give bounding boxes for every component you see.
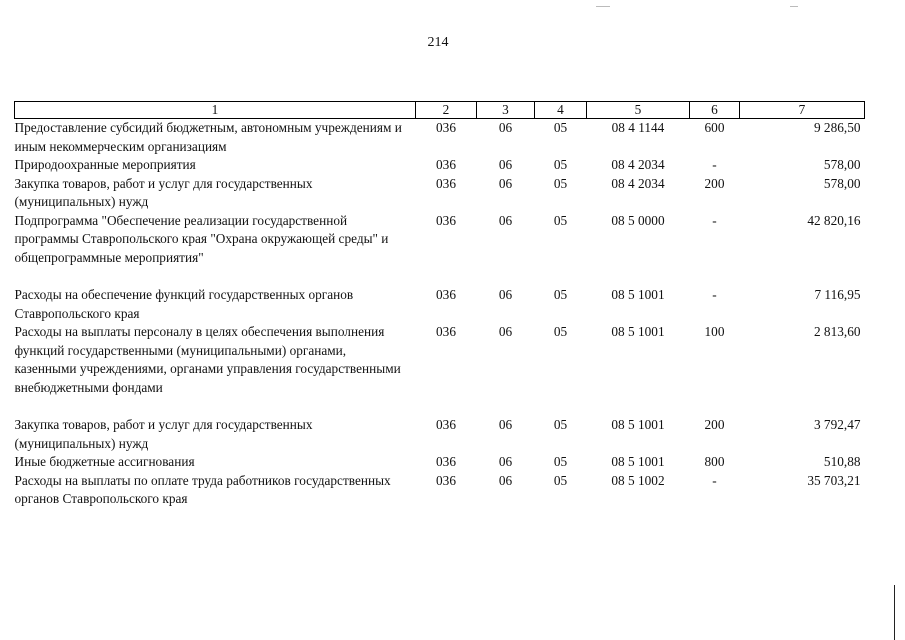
column-header-4: 4 — [535, 102, 587, 119]
row-pr: 05 — [553, 324, 568, 339]
row-name: Иные бюджетные ассигнования — [14, 454, 195, 469]
row-pr: 05 — [553, 175, 568, 191]
table-row — [15, 416, 865, 453]
row-name: Расходы на обеспечение функций государственных органов Ставропольского края — [14, 287, 354, 321]
row-csr: 08 5 1001 — [611, 324, 665, 339]
row-vr: 800 — [704, 454, 725, 469]
row-vr: 100 — [704, 324, 725, 339]
table-row — [15, 286, 865, 323]
header-row — [15, 102, 865, 119]
row-sum: 9 286,50 — [813, 120, 861, 135]
row-vr: 200 — [704, 417, 725, 432]
row-name: Природоохранные мероприятия — [14, 157, 196, 172]
table-row — [15, 472, 865, 509]
row-ved: 036 — [436, 175, 456, 191]
row-sum: 35 703,21 — [807, 472, 861, 488]
row-ved: 036 — [436, 287, 456, 302]
row-pr: 05 — [553, 454, 568, 469]
row-vr: - — [712, 287, 717, 302]
row-csr: 08 4 1144 — [611, 120, 665, 135]
row-vr: - — [712, 157, 717, 172]
row-ved: 036 — [436, 417, 456, 432]
row-pr: 05 — [553, 157, 568, 172]
column-header-1: 1 — [15, 102, 416, 119]
row-name: Подпрограмма "Обеспечение реализации государственной программы Ставропольского края "Охрана окружающей среды" и общепрограммные мероприятия" — [14, 212, 389, 265]
row-pr: 05 — [553, 472, 568, 488]
row-name: Расходы на выплаты по оплате труда работников государственных органов Ставропольского края — [14, 472, 391, 506]
row-ved: 036 — [436, 212, 456, 228]
row-pr: 05 — [553, 212, 568, 228]
column-header-2: 2 — [416, 102, 477, 119]
column-header-6: 6 — [690, 102, 740, 119]
row-rz: 06 — [498, 472, 513, 488]
row-rz: 06 — [498, 417, 513, 432]
row-sum: 578,00 — [823, 175, 861, 191]
row-sum: 42 820,16 — [807, 212, 861, 228]
row-rz: 06 — [498, 175, 513, 191]
row-ved: 036 — [436, 454, 456, 469]
scan-mark-left — [596, 6, 610, 7]
row-sum: 3 792,47 — [813, 417, 861, 432]
table-row — [15, 175, 865, 212]
row-sum: 2 813,60 — [813, 324, 861, 339]
row-name: Расходы на выплаты персоналу в целях обеспечения выполнения функций государственными (муниципальными) органами, казенными учреждениями, органами управления государственными внебюджетными фондами — [14, 324, 401, 395]
row-csr: 08 5 1001 — [611, 454, 665, 469]
table-row — [15, 119, 865, 157]
row-name: Закупка товаров, работ и услуг для государственных (муниципальных) нужд — [14, 175, 313, 209]
row-csr: 08 5 0000 — [611, 212, 665, 228]
row-vr: - — [712, 472, 717, 488]
row-rz: 06 — [498, 324, 513, 339]
row-vr: 600 — [704, 120, 725, 135]
row-ved: 036 — [436, 472, 456, 488]
row-name: Закупка товаров, работ и услуг для государственных (муниципальных) нужд — [14, 417, 313, 451]
row-ved: 036 — [436, 157, 456, 172]
page-edge-line — [894, 585, 895, 640]
row-csr: 08 4 2034 — [611, 175, 665, 191]
row-pr: 05 — [553, 287, 568, 302]
column-header-5: 5 — [587, 102, 690, 119]
row-name: Предоставление субсидий бюджетным, автономным учреждениям и иным некоммерческим организациям — [14, 120, 402, 154]
row-ved: 036 — [436, 324, 456, 339]
column-header-7: 7 — [740, 102, 865, 119]
row-rz: 06 — [498, 287, 513, 302]
budget-table — [14, 101, 865, 509]
page-number: 214 — [427, 35, 449, 50]
row-pr: 05 — [553, 417, 568, 432]
table-row — [15, 323, 865, 416]
row-rz: 06 — [498, 120, 513, 135]
row-rz: 06 — [498, 454, 513, 469]
scan-mark-right — [790, 6, 798, 7]
row-vr: - — [712, 212, 717, 228]
row-rz: 06 — [498, 212, 513, 228]
table-row — [15, 156, 865, 175]
row-ved: 036 — [436, 120, 456, 135]
row-csr: 08 4 2034 — [611, 157, 665, 172]
row-csr: 08 5 1001 — [611, 417, 665, 432]
row-sum: 7 116,95 — [814, 287, 861, 302]
table-row — [15, 453, 865, 472]
row-csr: 08 5 1001 — [611, 287, 665, 302]
row-csr: 08 5 1002 — [611, 472, 665, 488]
row-sum: 510,88 — [823, 454, 861, 469]
row-pr: 05 — [553, 120, 568, 135]
column-header-3: 3 — [477, 102, 535, 119]
row-rz: 06 — [498, 157, 513, 172]
table-row — [15, 212, 865, 287]
row-sum: 578,00 — [823, 157, 861, 172]
row-vr: 200 — [704, 175, 725, 191]
